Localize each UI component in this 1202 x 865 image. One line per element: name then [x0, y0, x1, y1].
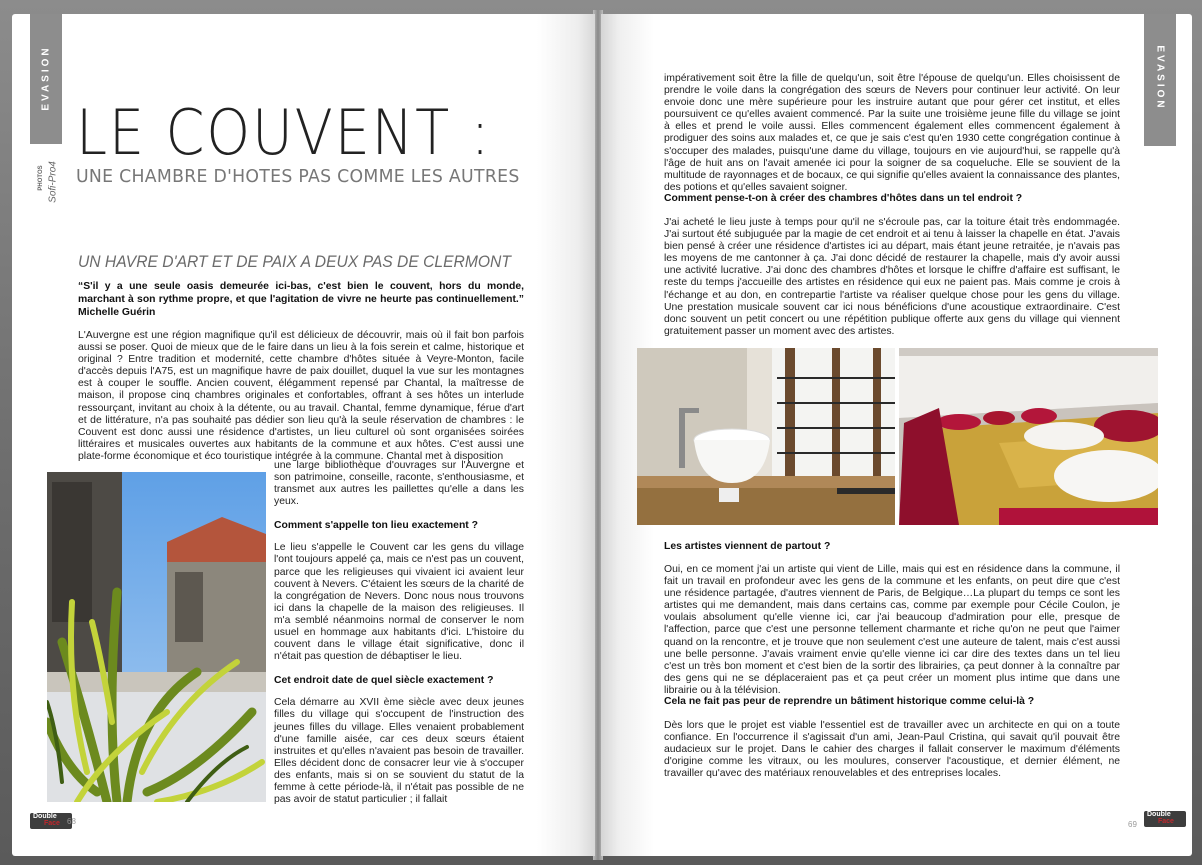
- page-number: 68: [67, 817, 76, 826]
- answer-1: Le lieu s'appelle le Couvent car les gens du village l'ont toujours appelé ça, mais ce n'est pas un couvent, parce que les religieuses qui vivaient ici avaient leur couvent à Nevers. C'étaient les sœurs de la charité de la congrégation de Nevers. Donc nous nous trouvons ici dans la chapelle de la maison des religieuses. Il m'a semblé néanmoins normal de conserver le nom usuel en hommage aux habitants d'ici. L'histoire du couvent dans le village était significative, donc il n'était pas question de débaptiser le lieu.: [274, 542, 524, 663]
- answer-5: Dès lors que le projet est viable l'essentiel est de travailler avec un architecte en qui on a toute confiance. En l'occurrence il s'agissait d'un ami, Jean-Paul Cristina, qui savait qu'il pouvait être audacieux sur le projet. Dans le cahier des charges il fallait conserver le maximum d'éléments d'origine comme les vitraux, ou les moulures, conserver l'acoustique, et dernier élément, ne travailler qu'avec des matériaux renouvelables et des entreprises locales.: [664, 720, 1120, 780]
- answer-2: Cela démarre au XVII ème siècle avec deux jeunes filles du village qui s'occupent de l'instruction des jeunes filles du village. Elles venaient probablement d'une famille aisée, car ces deux sœurs étaient instruites et qu'elles n'avaient pas besoin de travailler. Elles décident donc de consacrer leur vie à s'occuper des enfants, mais si on se souvient du statut de la femme à cette période-là, il n'était pas possible de ne pas avoir de statut particulier ; il fallait: [274, 697, 524, 806]
- section-heading: UN HAVRE D'ART ET DE PAIX A DEUX PAS DE CLERMONT: [78, 252, 511, 271]
- bathroom-sink-graphic: [637, 348, 895, 525]
- credit-name: Sofi-Pro4: [47, 161, 59, 203]
- courtyard-photo-graphic: [47, 472, 266, 802]
- magazine-logo: [1144, 811, 1186, 827]
- page-number: 69: [1128, 820, 1137, 829]
- question-1: Comment s'appelle ton lieu exactement ?: [274, 520, 478, 532]
- article-subtitle: UNE CHAMBRE D'HOTES PAS COMME LES AUTRES: [76, 166, 520, 187]
- answer-4: Oui, en ce moment j'ai un artiste qui vient de Lille, mais qui est en résidence dans la commune, il fait un travail en profondeur avec les gens de la commune et les enfants, on peut dire que c'est une résidence partagée, d'autres viennent de Paris, de Belgique…La plupart du temps ce sont les artistes qui me demandent, mais dans certains cas, comme par exemple pour Cécile Coulon, je voulais absolument qu'elle vienne ici, car j'ai beaucoup d'admiration pour elle, presque de l'affection, parce que c'est une personne tellement charmante et riche qu'on ne peut que l'aimer quand on la rencontre, et je trouve que non seulement c'est une auteure de talent, mais c'est aussi une belle personne. J'avais vraiment envie qu'elle vienne ici car dire des textes dans un tel lieu c'est un très bon moment et c'est bien de la sortir des librairies, ça peut donner à la connaître par des gens qui ne se déplaceraient pas et ça peut créer un moment plus intime que dans une librairie ou à la télévision.: [664, 564, 1120, 696]
- section-tab: [30, 14, 62, 144]
- bathroom-sink-photo: [637, 348, 895, 525]
- question-2: Cet endroit date de quel siècle exactement ?: [274, 675, 494, 687]
- magazine-logo: [30, 813, 72, 829]
- answer-3: J'ai acheté le lieu juste à temps pour qu'il ne s'écroule pas, car la toiture était très endommagée. J'ai surtout été subjuguée par la magie de cet endroit et ai tenu à laisser la chapelle en état. J'avais bien pensé à créer une résidence d'artistes ici au départ, mais étant jeune retraitée, je n'avais pas les moyens de me cantonner à ça. J'ai donc décidé de restaurer la chapelle, mais d'y avoir aussi une activité lucrative. J'ai donc des chambres d'hôtes et lorsque le chiffre d'affaire est suffisant, le reste du temps j'accueille des artistes en résidence qui eux ne paient pas. Mais comme je crois à l'échange et au don, en contrepartie l'artiste va réaliser quelque chose pour les gens du village. Une prestation musicale souvent car ici nous bénéficions d'une acoustique extraordinaire. C'est donc souvent un petit concert ou une répétition publique offerte aux gens du village qui viennent gratuitement passer un moment avec des artistes.: [664, 217, 1120, 337]
- section-tab-label: EVASION: [1154, 45, 1166, 111]
- photo-credit: [32, 154, 62, 214]
- intro-paragraph: L'Auvergne est une région magnifique qu'il est délicieux de découvrir, mais où il fait bon parfois aussi se poser. Quoi de mieux que de le faire dans un lieu à la fois serein et calme, historique et original ? Entre tradition et modernité, cette chambre d'hôtes située à Veyre-Monton, facile d'accès depuis l'A75, est un magnifique havre de paix douillet, duquel la vue sur les montagnes est à couper le souffle. Ancien couvent, élégamment repensé par Chantal, la maîtresse de maison, il propose cinq chambres originales et confortables, offrant à ses hôtes un interlude ressourçant, invitant au choix à la détente, ou au travail. Chantal, femme dynamique, férue d'art et de littérature, n'a pas souhaité pas dédier son lieu qu'à la seule réservation de chambres : le Couvent est donc aussi une résidence d'artistes, un lieu culturel où sont organisées soirées littéraires et musicales ouvertes aux habitants de la commune et aux hôtes. C'est aussi une plate-forme économique et éco touristique intégrée à la commune. Chantal met à disposition: [78, 330, 524, 462]
- intro-continued: une large bibliothèque d'ouvrages sur l'Auvergne et son patrimoine, conseille, raconte, s'enthousiasme, et transmet aux autres les paillettes qu'elle a dans les yeux.: [274, 460, 524, 508]
- section-tab: [1144, 14, 1176, 146]
- left-page: [12, 14, 595, 856]
- logo-line-2: Face: [44, 820, 60, 827]
- bedroom-photo: [899, 348, 1158, 525]
- intro-quote: “S'il y a une seule oasis demeurée ici-bas, c'est bien le couvent, hors du monde, marchant à son rythme propre, et que l'agitation de vivre ne heurte pas continuellement.” Michelle Guérin: [78, 281, 524, 318]
- question-3: Comment pense-t-on à créer des chambres d'hôtes dans un tel endroit ?: [664, 193, 1023, 204]
- bedroom-graphic: [899, 348, 1158, 525]
- continued-paragraph: impérativement soit être la fille de quelqu'un, soit être l'épouse de quelqu'un. Elles choisissent de prendre le voile dans la congrégation des sœurs de Nevers pour continuer leur activité. On leur envoie donc une mère supérieure pour les instruire autant que pour gérer cet institut, et elles poursuivent ce qu'elles avaient commencé. Par la suite une troisième jeune fille du village se joint à elles et prend le voile aussi. Elles commencent également elles commencent également à prodiguer des soins aux malades et, ce que je sais c'est qu'en 1930 cette congrégation continue à s'occuper des malades, puisqu'une dame du village, toujours en vie aujourd'hui, se rappelle qu'à l'âge de huit ans on l'avait amenée ici pour la soigner de sa coqueluche. Elle se souvient de la multitude de rayonnages et de bocaux, ce qui signifie qu'elles avaient la connaissance des plantes, des potions et qu'elles savaient soigner.: [664, 73, 1120, 193]
- logo-line-1: Double: [1147, 811, 1171, 818]
- logo-line-2: Face: [1158, 818, 1174, 825]
- right-page: [601, 14, 1192, 856]
- logo-line-1: Double: [33, 813, 57, 820]
- question-5: Cela ne fait pas peur de reprendre un bâtiment historique comme celui-là ?: [664, 696, 1035, 707]
- article-title: LE COUVENT :: [76, 96, 492, 169]
- credit-label: PHOTOS: [38, 165, 44, 191]
- courtyard-photo: [47, 472, 266, 802]
- question-4: Les artistes viennent de partout ?: [664, 541, 831, 552]
- section-tab-label: EVASION: [40, 45, 52, 111]
